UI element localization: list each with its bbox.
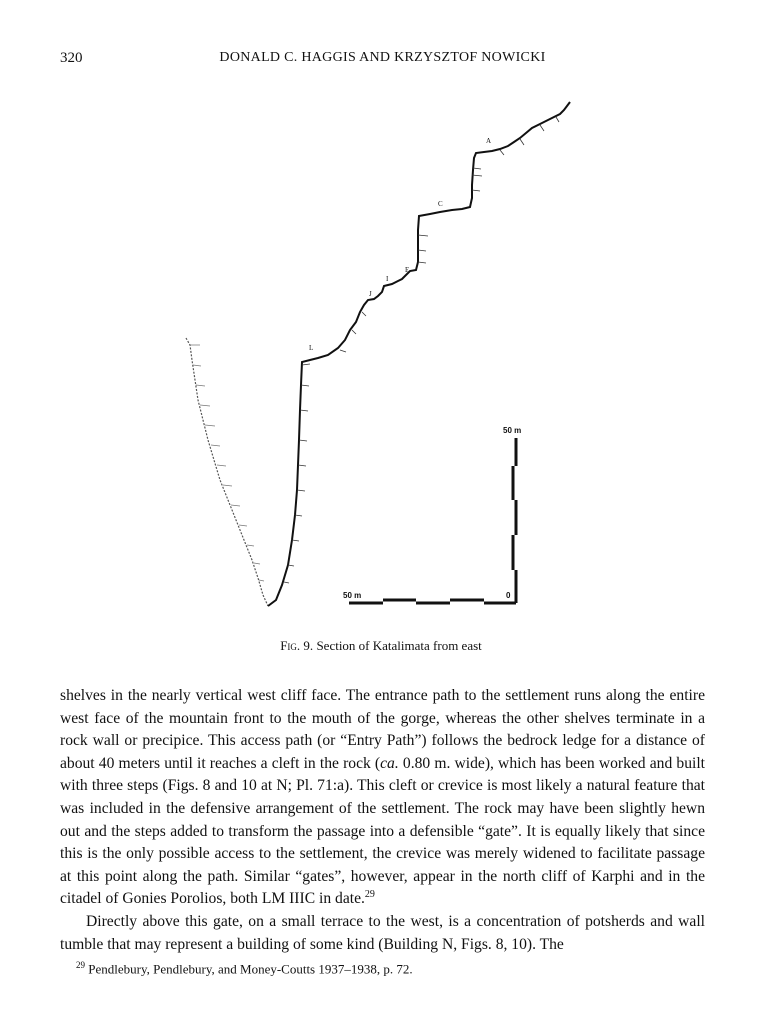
east-cliff-profile: [268, 102, 570, 606]
paragraph-1: [60, 685, 705, 911]
scale-origin-label: 0: [506, 591, 511, 600]
paragraph-2: Directly above this gate, on a small terrace to the west, is a concentration of potsherds and wall tumble that may represent a building of some kind (Building N, Figs. 8, 10). The: [60, 912, 705, 953]
section-figure: [0, 95, 762, 620]
footnote-ref[interactable]: 29: [364, 889, 375, 901]
west-cliff-profile: [186, 338, 268, 606]
horizontal-scale-label: 50 m: [343, 591, 362, 600]
footnote-number: 29: [76, 960, 85, 970]
paragraph-1-part-b: 0.80 m. wide), which has been worked and built with three steps (Figs. 8 and 10 at N; Pl. 71:a). This cleft or crevice is most likely a natural feature that was included in the defensive arrangement of the settlement. The rock may have been slightly hewn out and the steps added to transform the passage into a defensible “gate”. It is equally likely that since this is the only possible access to the settlement, the crevice was merely widened to facilitate passage at this point along the path. Similar “gates”, however, appear in the north cliff of Karphi and in the citadel of Gonies Porolios, both LM IIIC in date.: [60, 754, 705, 908]
label-l: L: [309, 344, 314, 352]
figure-caption-text: Section of Katalimata from east: [316, 638, 482, 653]
page-number: 320: [60, 50, 83, 66]
label-j: J: [369, 290, 372, 298]
vertical-scale-label: 50 m: [503, 426, 522, 435]
horizontal-scale-bar: [349, 600, 516, 603]
label-e: E: [405, 266, 410, 274]
vertical-scale-bar: [513, 438, 516, 603]
footnote: [76, 960, 706, 977]
label-i: I: [386, 275, 389, 283]
label-a: A: [486, 137, 492, 145]
paragraph-1-ca: ca.: [380, 754, 399, 772]
paragraph-1-part-a: shelves in the nearly vertical west cliff face. The entrance path to the settlement runs along the entire west face of the mountain front to the mouth of the gorge, whereas the other shelves terminate in a rock wall or precipice. This access path (or “Entry Path”) follows the bedrock ledge for a distance of about 40 meters until it reaches a cleft in the rock (: [60, 687, 705, 772]
label-c: C: [438, 200, 443, 208]
figure-label: Fig. 9.: [280, 638, 314, 653]
footnote-text: Pendlebury, Pendlebury, and Money-Coutts 1937–1938, p. 72.: [88, 961, 413, 977]
figure-caption: [0, 638, 762, 654]
page-header: [60, 50, 705, 72]
body-text: [60, 685, 705, 956]
running-head: DONALD C. HAGGIS AND KRZYSZTOF NOWICKI: [219, 50, 546, 65]
